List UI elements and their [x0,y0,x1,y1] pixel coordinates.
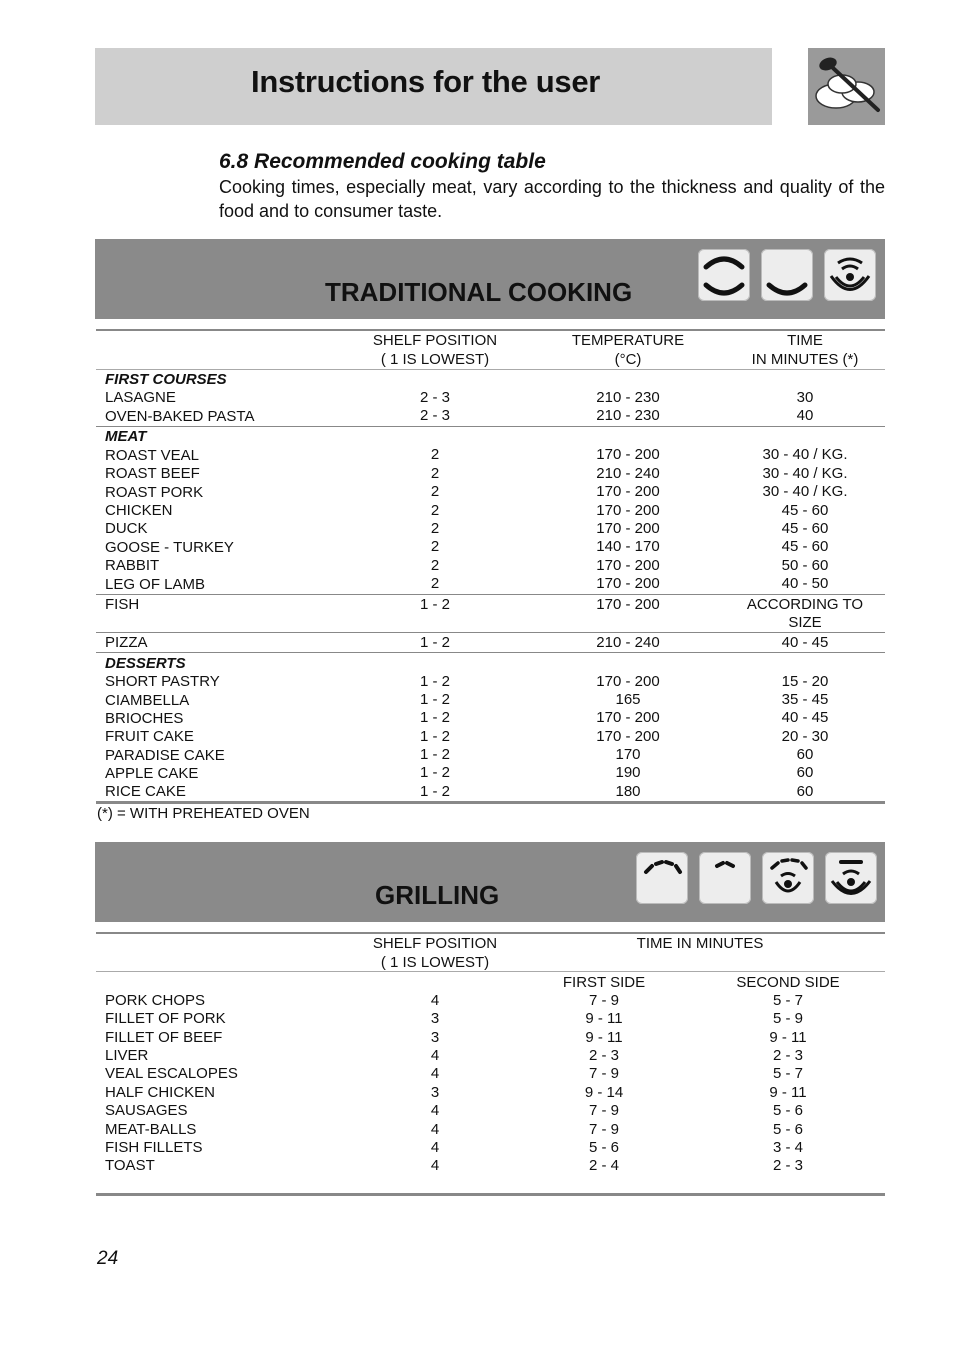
top-bottom-heating-icon [698,249,750,301]
group-rule [96,426,885,427]
group-rule [96,594,885,595]
grill-col-header-time: TIME IN MINUTES [636,935,764,952]
grill-icon [636,852,688,904]
section-title: 6.8 Recommended cooking table [219,150,546,173]
food-name: DUCK [105,520,148,537]
temp-value: 140 - 170 [596,538,660,555]
grill-col-header-first-side: FIRST SIDE [562,974,646,991]
first-side-value: 7 - 9 [588,1102,620,1119]
second-side-value: 9 - 11 [769,1029,807,1046]
food-name: FISH [105,596,140,613]
food-name: GOOSE - TURKEY [105,539,234,556]
grill-table-bottom-rule [96,1193,885,1196]
time-value: 45 - 60 [781,538,829,555]
temp-value: 170 - 200 [596,520,660,537]
time-value: 20 - 30 [781,728,829,745]
shelf-value: 2 [430,483,440,500]
shelf-value: 3 [430,1029,440,1046]
second-side-value: 5 - 6 [772,1121,804,1138]
shelf-value: 2 - 3 [419,407,451,424]
food-name: PORK CHOPS [105,992,206,1009]
first-side-value: 7 - 9 [588,1065,620,1082]
temp-value: 170 - 200 [596,557,660,574]
first-side-value: 9 - 14 [584,1084,624,1101]
food-name: FILLET OF BEEF [105,1029,223,1046]
shelf-value: 2 [430,520,440,537]
time-value: 35 - 45 [781,691,829,708]
shelf-value: 2 [430,502,440,519]
temp-value: 180 [615,783,641,800]
shelf-value: 2 [430,575,440,592]
temp-value: 170 - 200 [596,483,660,500]
temp-value: 170 - 200 [596,575,660,592]
traditional-cooking-band [95,239,885,319]
shelf-value: 2 [430,557,440,574]
temp-value: 165 [615,691,641,708]
page-title: Instructions for the user [251,64,601,99]
col-header-shelf-sub: ( 1 IS LOWEST) [380,351,490,368]
time-value: 45 - 60 [781,502,829,519]
shelf-value: 2 - 3 [419,389,451,406]
category-label: DESSERTS [105,655,186,672]
temp-value: 210 - 230 [596,407,660,424]
temp-value: 170 [615,746,641,763]
food-name: TOAST [105,1157,155,1174]
shelf-value: 1 - 2 [419,746,451,763]
temp-value: 210 - 240 [596,634,660,651]
category-label: FIRST COURSES [105,371,227,388]
shelf-value: 2 [430,465,440,482]
header-rule [96,369,885,370]
shelf-value: 1 - 2 [419,596,451,613]
shelf-value: 1 - 2 [419,673,451,690]
second-side-value: 2 - 3 [772,1047,804,1064]
col-header-temperature-unit: (°C) [614,351,642,368]
grill-header-rule [96,971,885,972]
food-name: FILLET OF PORK [105,1010,226,1027]
food-name: LEG OF LAMB [105,576,206,593]
grilling-band [95,842,885,922]
temp-value: 170 - 200 [596,673,660,690]
fan-assisted-icon [825,852,877,904]
grill-col-header-second-side: SECOND SIDE [736,974,840,991]
header-bar [95,48,772,125]
shelf-value: 3 [430,1010,440,1027]
time-value: 45 - 60 [781,520,829,537]
food-name: PARADISE CAKE [105,747,225,764]
first-side-value: 2 - 4 [588,1157,620,1174]
food-name: APPLE CAKE [105,765,199,782]
food-name: BRIOCHES [105,710,184,727]
time-value: 30 - 40 / KG. [762,446,848,463]
col-header-temperature: TEMPERATURE [571,332,685,349]
temp-value: 170 - 200 [596,446,660,463]
food-name: LASAGNE [105,389,176,406]
shelf-value: 1 - 2 [419,783,451,800]
shelf-value: 3 [430,1084,440,1101]
food-name: VEAL ESCALOPES [105,1065,238,1082]
grill-col-header-shelf-sub: ( 1 IS LOWEST) [380,954,490,971]
temp-value: 170 - 200 [596,502,660,519]
time-value: 40 - 45 [781,634,829,651]
second-side-value: 9 - 11 [769,1084,807,1101]
first-side-value: 7 - 9 [588,992,620,1009]
food-name: CIAMBELLA [105,692,190,709]
grill-col-header-shelf: SHELF POSITION [372,935,498,952]
group-rule [96,652,885,653]
shelf-value: 2 [430,446,440,463]
food-name: PIZZA [105,634,148,651]
food-name: CHICKEN [105,502,173,519]
first-side-value: 9 - 11 [585,1029,623,1046]
time-value: 40 - 50 [781,575,829,592]
first-side-value: 2 - 3 [588,1047,620,1064]
fan-grill-icon [762,852,814,904]
shelf-value: 1 - 2 [419,691,451,708]
group-rule [96,632,885,633]
first-side-value: 5 - 6 [588,1139,620,1156]
category-label: MEAT [105,428,147,445]
shelf-value: 4 [430,1065,440,1082]
shelf-value: 4 [430,1102,440,1119]
shelf-value: 4 [430,1139,440,1156]
shelf-value: 4 [430,992,440,1009]
shelf-value: 1 - 2 [419,709,451,726]
col-header-time-sub: IN MINUTES (*) [751,351,859,368]
temp-value: 210 - 230 [596,389,660,406]
temp-value: 170 - 200 [596,709,660,726]
temp-value: 210 - 240 [596,465,660,482]
food-name: ROAST PORK [105,484,204,501]
food-name: FRUIT CAKE [105,728,194,745]
second-side-value: 5 - 7 [772,992,804,1009]
grill-table-top-rule [96,932,885,934]
shelf-value: 2 [430,538,440,555]
second-side-value: 2 - 3 [772,1157,804,1174]
food-name: SAUSAGES [105,1102,188,1119]
temp-value: 170 - 200 [596,728,660,745]
time-value: 40 [796,407,814,424]
fan-ring-heating-icon [824,249,876,301]
grilling-title: GRILLING [375,880,500,910]
time-value: 30 - 40 / KG. [762,483,848,500]
food-name: MEAT-BALLS [105,1121,197,1138]
food-name: ROAST VEAL [105,447,199,464]
time-value: 30 - 40 / KG. [762,465,848,482]
temp-value: 170 - 200 [596,596,660,613]
second-side-value: 5 - 7 [772,1065,804,1082]
time-value: 60 [796,746,814,763]
time-value: 30 [796,389,814,406]
page-number: 24 [97,1248,119,1269]
food-name: FISH FILLETS [105,1139,203,1156]
shelf-value: 4 [430,1121,440,1138]
second-side-value: 5 - 9 [772,1010,804,1027]
shelf-value: 4 [430,1047,440,1064]
traditional-cooking-title: TRADITIONAL COOKING [325,277,633,307]
shelf-value: 1 - 2 [419,634,451,651]
time-value: ACCORDING TO [746,596,864,613]
food-name: RICE CAKE [105,783,186,800]
preheated-note: (*) = WITH PREHEATED OVEN [97,805,310,822]
shelf-value: 1 - 2 [419,728,451,745]
small-grill-icon [699,852,751,904]
first-side-value: 9 - 11 [585,1010,623,1027]
food-name: SHORT PASTRY [105,673,220,690]
table-bottom-rule [96,801,885,804]
time-value: 50 - 60 [781,557,829,574]
shelf-value: 4 [430,1157,440,1174]
col-header-shelf: SHELF POSITION [372,332,498,349]
temp-value: 190 [615,764,641,781]
time-value: 40 - 45 [781,709,829,726]
time-value: 60 [796,764,814,781]
food-name: OVEN-BAKED PASTA [105,408,255,425]
table-top-rule [96,329,885,331]
second-side-value: 5 - 6 [772,1102,804,1119]
chef-hat-spoon-icon [808,48,885,125]
time-value-cont: SIZE [788,614,822,631]
food-name: LIVER [105,1047,149,1064]
second-side-value: 3 - 4 [772,1139,804,1156]
section-intro: Cooking times, especially meat, vary according to the thickness and quality of the food and to consumer taste. [219,177,885,221]
time-value: 60 [796,783,814,800]
bottom-heating-icon [761,249,813,301]
first-side-value: 7 - 9 [588,1121,620,1138]
time-value: 15 - 20 [781,673,829,690]
food-name: HALF CHICKEN [105,1084,216,1101]
col-header-time: TIME [787,332,823,349]
food-name: RABBIT [105,557,160,574]
food-name: ROAST BEEF [105,465,200,482]
shelf-value: 1 - 2 [419,764,451,781]
